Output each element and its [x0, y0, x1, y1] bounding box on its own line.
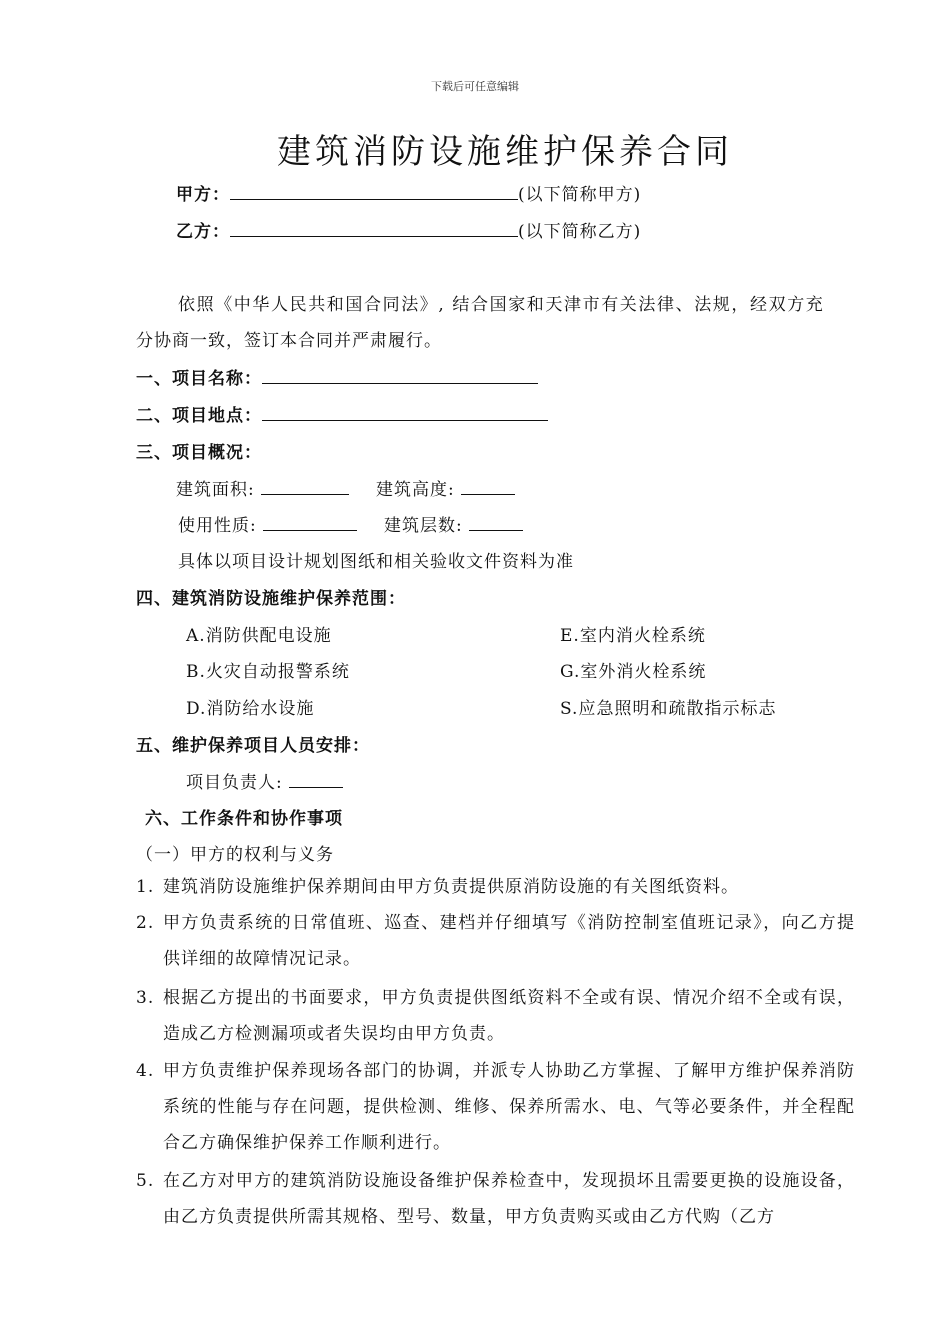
project-name-label: 一、项目名称： [136, 369, 262, 389]
project-location-blank[interactable] [262, 403, 548, 421]
scope-item-a: A.消防供配电设施 [186, 626, 332, 646]
item-number: 3. [136, 988, 155, 1008]
overview-note: 具体以项目设计规划图纸和相关验收文件资料为准 [178, 552, 574, 572]
height-label: 建筑高度: [376, 480, 455, 500]
project-lead-blank[interactable] [289, 770, 343, 788]
subsection-heading: （一）甲方的权利与义务 [136, 845, 334, 865]
project-location-label: 二、项目地点： [136, 406, 262, 426]
scope-item-d: D.消防给水设施 [186, 699, 315, 719]
scope-item-g: G.室外消火栓系统 [560, 662, 707, 682]
party-a-line [176, 180, 641, 205]
party-a-suffix: (以下简称甲方) [518, 185, 642, 205]
scope-heading: 四、建筑消防设施维护保养范围： [136, 589, 406, 609]
conditions-heading: 六、工作条件和协作事项 [145, 809, 343, 829]
item-text: 建筑消防设施维护保养期间由甲方负责提供原消防设施的有关图纸资料。 [163, 877, 739, 897]
area-blank[interactable] [261, 477, 349, 495]
item-number: 2. [136, 913, 155, 933]
scope-item-e: E.室内消火栓系统 [560, 626, 706, 646]
project-lead-field [186, 768, 343, 793]
party-a-blank[interactable] [230, 182, 518, 200]
contract-title: 建筑消防设施维护保养合同 [277, 132, 733, 172]
usage-field [178, 511, 357, 536]
project-lead-label: 项目负责人: [186, 773, 283, 793]
usage-blank[interactable] [263, 513, 357, 531]
item-number: 4. [136, 1061, 155, 1081]
scope-item-s: S.应急照明和疏散指示标志 [560, 699, 777, 719]
header-note: 下载后可任意编辑 [431, 80, 519, 93]
usage-label: 使用性质: [178, 516, 257, 536]
item-text: 根据乙方提出的书面要求，甲方负责提供图纸资料不全或有误、情况介绍不全或有误，造成乙方检测漏项或者失误均由甲方负责。 [163, 988, 855, 1044]
item-text: 甲方负责维护保养现场各部门的协调，并派专人协助乙方掌握、了解甲方维护保养消防系统的性能与存在问题，提供检测、维修、保养所需水、电、气等必要条件，并全程配合乙方确保维护保养工作顺利进行。 [163, 1061, 855, 1153]
height-field [376, 475, 515, 500]
area-field [176, 475, 349, 500]
party-b-suffix: (以下简称乙方) [518, 222, 642, 242]
scope-item-b: B.火灾自动报警系统 [186, 662, 350, 682]
intro-line-2: 分协商一致，签订本合同并严肃履行。 [136, 331, 442, 351]
party-b-label: 乙方： [176, 222, 230, 242]
floors-field [384, 511, 523, 536]
floors-label: 建筑层数: [384, 516, 463, 536]
item-text: 在乙方对甲方的建筑消防设施设备维护保养检查中，发现损坏且需要更换的设施设备，由乙方负责提供所需其规格、型号、数量，甲方负责购买或由乙方代购（乙方 [163, 1171, 855, 1227]
project-location-line [136, 401, 548, 426]
item-number: 1. [136, 877, 155, 897]
project-name-line [136, 364, 538, 389]
item-text: 甲方负责系统的日常值班、巡查、建档并仔细填写《消防控制室值班记录》，向乙方提供详细的故障情况记录。 [163, 913, 855, 969]
height-blank[interactable] [461, 477, 515, 495]
area-label: 建筑面积: [176, 480, 255, 500]
party-b-line [176, 217, 641, 242]
party-a-label: 甲方： [176, 185, 230, 205]
intro-line-1: 依照《中华人民共和国合同法》, 结合国家和天津市有关法律、法规，经双方充 [178, 295, 825, 315]
staffing-heading: 五、维护保养项目人员安排： [136, 736, 370, 756]
party-b-blank[interactable] [230, 219, 518, 237]
item-number: 5. [136, 1171, 155, 1191]
floors-blank[interactable] [469, 513, 523, 531]
project-overview-heading: 三、项目概况： [136, 443, 262, 463]
project-name-blank[interactable] [262, 366, 538, 384]
